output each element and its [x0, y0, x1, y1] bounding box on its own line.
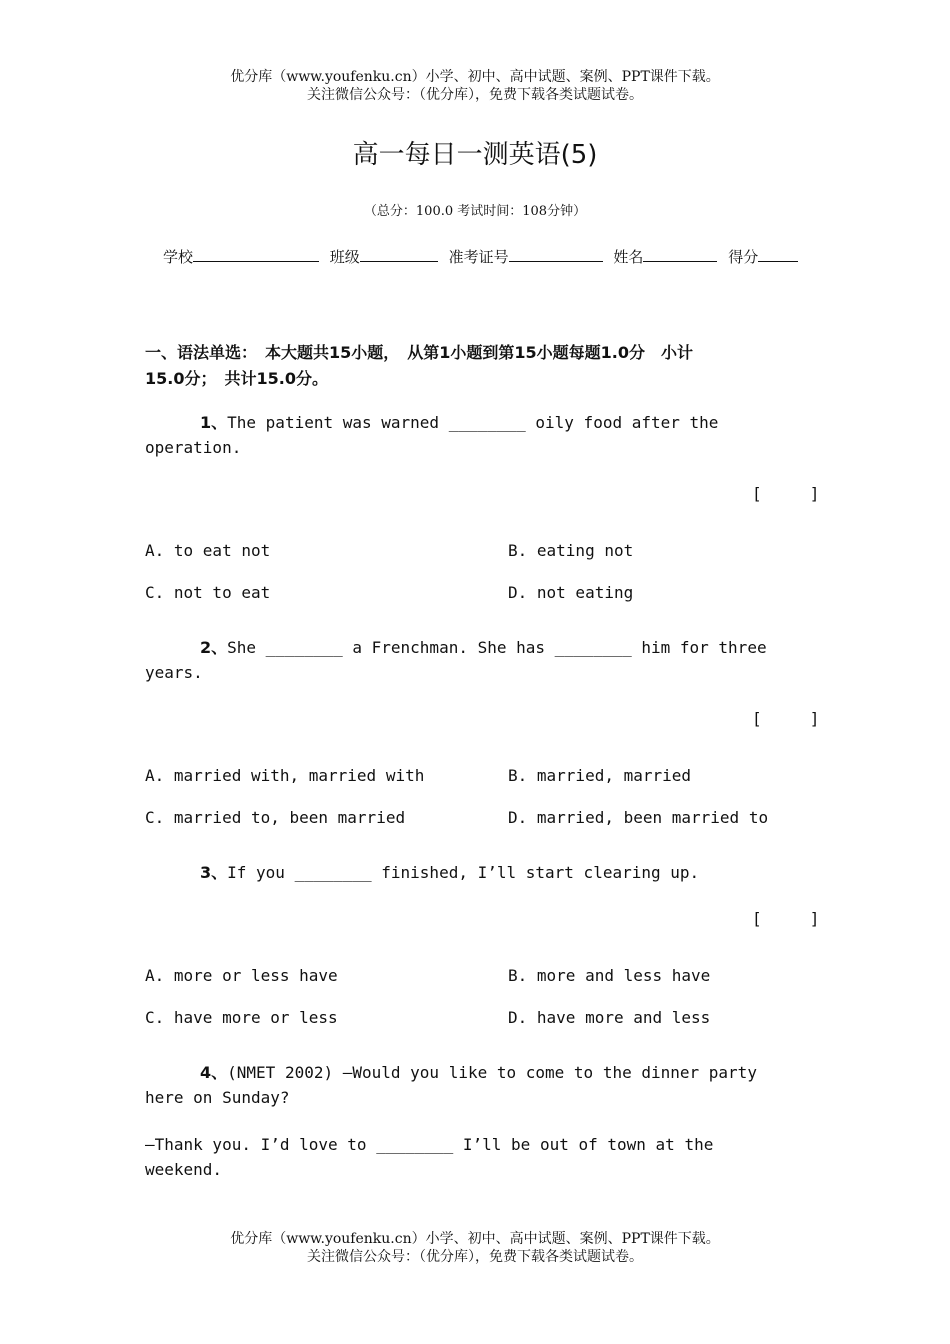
question-number: 1、: [200, 413, 228, 432]
question-text-cont: operation.: [145, 438, 242, 457]
question-number: 4、: [200, 1063, 228, 1082]
name-blank: [643, 247, 717, 262]
question-1: [145, 410, 785, 460]
question-text: If you ________ finished, I’ll start clearing up.: [227, 863, 700, 882]
name-label: 姓名: [613, 248, 644, 266]
option-c[interactable]: C. not to eat: [145, 583, 271, 602]
option-b[interactable]: B. married, married: [508, 766, 692, 785]
footer-line-1: 优分库（www.youfenku.cn）小学、初中、高中试题、案例、PPT课件下载。: [230, 1231, 720, 1247]
answer-bracket[interactable]: [ ]: [752, 484, 820, 503]
question-number: 2、: [200, 638, 228, 657]
school-label: 学校: [163, 248, 194, 266]
answer-bracket[interactable]: [ ]: [752, 709, 820, 728]
exam-no-label: 准考证号: [448, 248, 509, 266]
section-heading: [145, 340, 815, 392]
question-2: [145, 635, 785, 685]
option-c[interactable]: C. married to, been married: [145, 808, 406, 827]
response-text: —Thank you. I’d love to ________ I’ll be out of town at the: [145, 1135, 714, 1154]
school-blank: [193, 247, 319, 262]
question-number: 3、: [200, 863, 228, 882]
score-label: 得分: [728, 248, 759, 266]
response-text-cont: weekend.: [145, 1160, 223, 1179]
question-4: [145, 1060, 785, 1182]
class-blank: [360, 247, 438, 262]
question-text: (NMET 2002) —Would you like to come to the dinner party: [227, 1063, 757, 1082]
header-line-2: 关注微信公众号：（优分库），免费下载各类试题试卷。: [307, 87, 643, 103]
question-3: [145, 860, 785, 885]
question-text-cont: here on Sunday?: [145, 1088, 290, 1107]
question-text: She ________ a Frenchman. She has ________ him for three: [227, 638, 767, 657]
score-blank: [758, 247, 798, 262]
option-a[interactable]: A. married with, married with: [145, 766, 425, 785]
header-line-1: 优分库（www.youfenku.cn）小学、初中、高中试题、案例、PPT课件下载。: [230, 69, 720, 85]
option-d[interactable]: D. not eating: [508, 583, 634, 602]
exam-no-blank: [509, 247, 603, 262]
option-b[interactable]: B. eating not: [508, 541, 634, 560]
option-c[interactable]: C. have more or less: [145, 1008, 338, 1027]
option-a[interactable]: A. more or less have: [145, 966, 338, 985]
question-text: The patient was warned ________ oily food after the: [227, 413, 719, 432]
option-d[interactable]: D. married, been married to: [508, 808, 769, 827]
footer-line-2: 关注微信公众号：（优分库），免费下载各类试题试卷。: [307, 1249, 643, 1265]
student-info: [163, 246, 804, 267]
option-a[interactable]: A. to eat not: [145, 541, 271, 560]
page-title: 高一每日一测英语(5): [352, 140, 598, 170]
section-heading-line-2: 15.0分； 共计15.0分。: [145, 369, 328, 388]
section-heading-line-1: 一、语法单选： 本大题共15小题， 从第1小题到第15小题每题1.0分 小计: [145, 343, 694, 362]
class-label: 班级: [329, 248, 360, 266]
option-d[interactable]: D. have more and less: [508, 1008, 711, 1027]
exam-meta: （总分：100.0 考试时间：108分钟）: [363, 204, 587, 219]
question-text-cont: years.: [145, 663, 203, 682]
answer-bracket[interactable]: [ ]: [752, 909, 820, 928]
option-b[interactable]: B. more and less have: [508, 966, 711, 985]
